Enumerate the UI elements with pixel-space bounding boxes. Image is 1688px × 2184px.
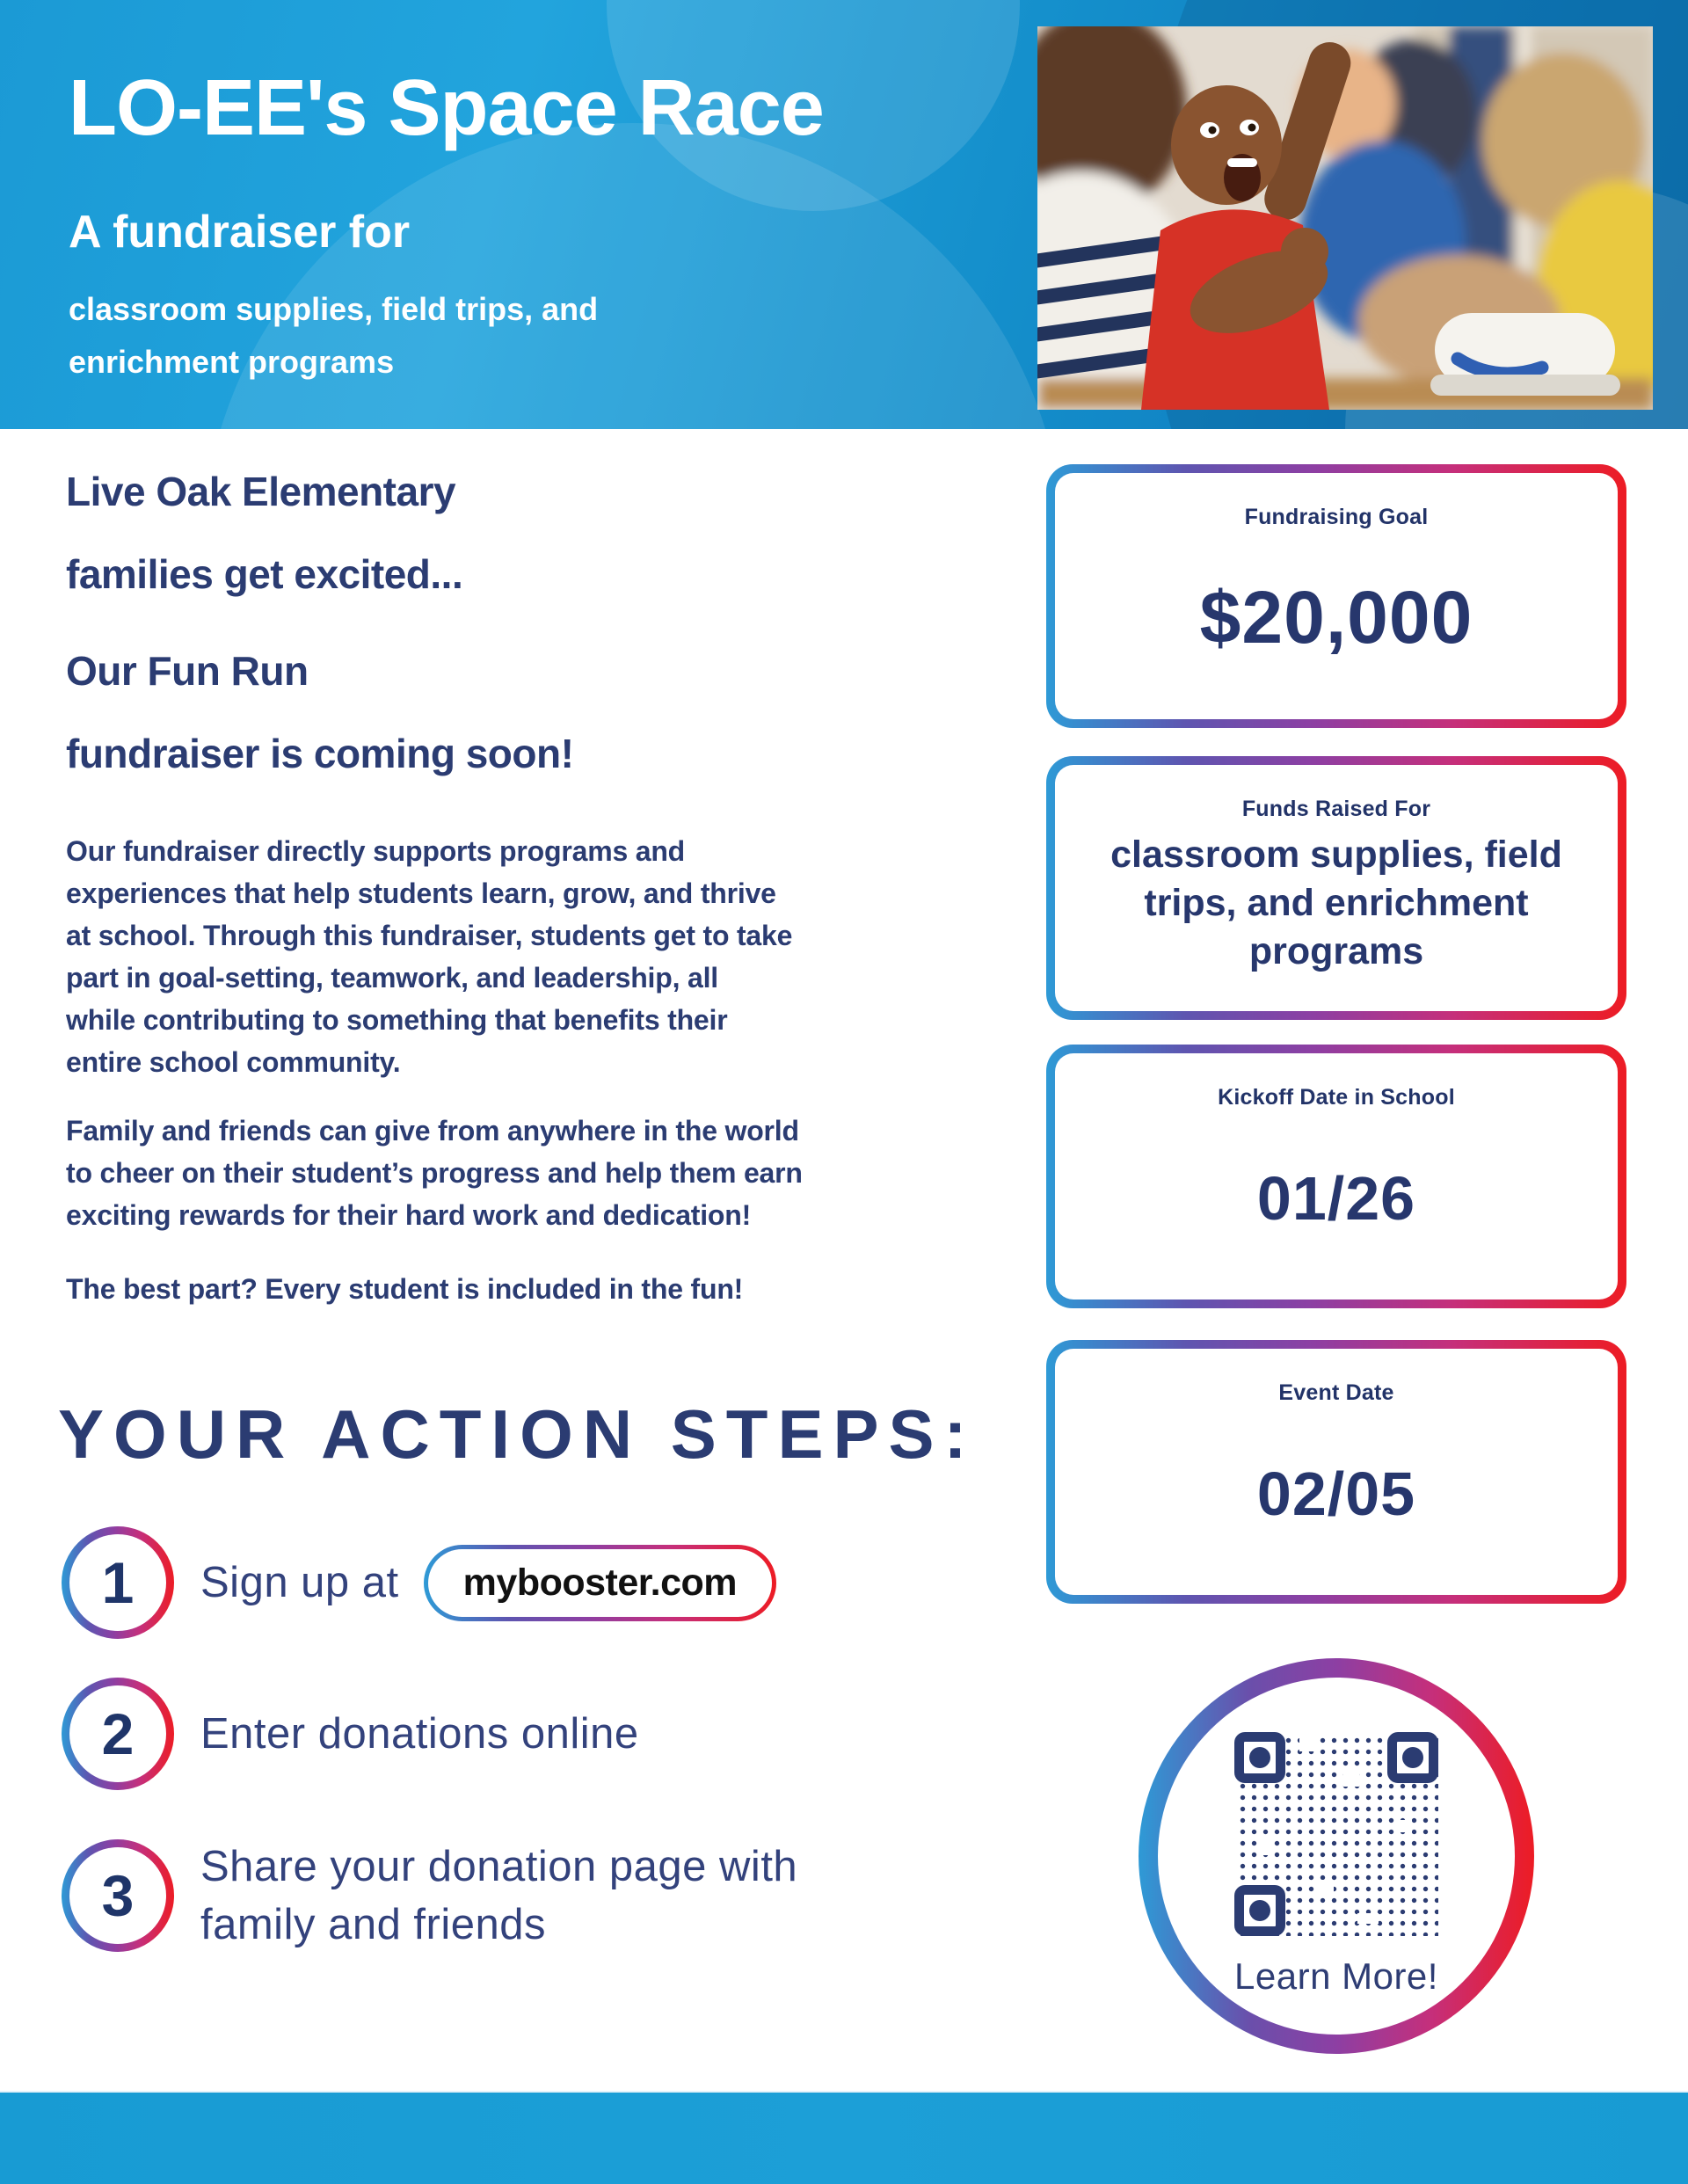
step-label: Share your donation page with family and friends — [200, 1843, 798, 1948]
qr-badge[interactable] — [1139, 1658, 1534, 2054]
qr-finder-square — [1387, 1732, 1438, 1783]
paragraph-line: to cheer on their student’s progress and help them earn — [66, 1157, 803, 1189]
step-content — [200, 1545, 776, 1621]
step-number-badge — [62, 1678, 174, 1790]
qr-quiet-zone — [1357, 1913, 1379, 1924]
qr-label: Learn More! — [1234, 1955, 1438, 1997]
headline-line: families get excited... — [66, 551, 463, 597]
paragraph-line: experiences that help students learn, grow, and thrive — [66, 877, 776, 909]
card-body — [1055, 1053, 1618, 1299]
action-steps-title: YOUR ACTION STEPS: — [58, 1395, 977, 1473]
hero-subtitle: A fundraiser for — [69, 207, 411, 258]
paragraph-family-friends — [66, 1110, 803, 1236]
card-funds-raised-for — [1046, 756, 1626, 1020]
card-fundraising-goal — [1046, 464, 1626, 728]
step-number-badge — [62, 1839, 174, 1952]
qr-quiet-zone — [1259, 1836, 1273, 1855]
step-number: 2 — [69, 1685, 166, 1782]
qr-finder-square — [1234, 1885, 1285, 1936]
fundraising-goal-value: $20,000 — [1199, 576, 1473, 659]
action-step-3 — [62, 1838, 816, 1954]
card-value-line: trips, and enrichment — [1144, 882, 1529, 924]
paragraph-line: part in goal-setting, teamwork, and leadership, all — [66, 962, 718, 994]
card-value-line: programs — [1248, 930, 1424, 972]
card-label: Event Date — [1278, 1380, 1394, 1405]
paragraph-line: while contributing to something that benefits their — [66, 1004, 728, 1036]
page-title: LO-EE's Space Race — [69, 64, 824, 152]
students-photo — [1037, 26, 1653, 410]
step-number-badge — [62, 1526, 174, 1639]
qr-quiet-zone — [1318, 1880, 1334, 1896]
qr-code — [1234, 1732, 1438, 1936]
card-label: Fundraising Goal — [1244, 505, 1429, 529]
hero-subtitle-detail — [69, 283, 598, 389]
paragraph-line: Our fundraiser directly supports programs and — [66, 835, 686, 867]
headline-fun-run — [66, 630, 573, 795]
paragraph-line: Family and friends can give from anywhere in the world — [66, 1115, 799, 1147]
qr-quiet-zone — [1394, 1820, 1412, 1832]
hero-header — [0, 0, 1688, 429]
bottom-accent-bar — [0, 2091, 1688, 2184]
funds-raised-for-value — [1110, 810, 1562, 1011]
card-label: Funds Raised For — [1241, 797, 1431, 821]
qr-quiet-zone — [1299, 1737, 1319, 1751]
kickoff-date-value: 01/26 — [1256, 1163, 1416, 1233]
mybooster-link-badge[interactable] — [424, 1545, 776, 1621]
step-number: 3 — [69, 1847, 166, 1944]
paragraph-line: entire school community. — [66, 1046, 401, 1078]
event-date-value: 02/05 — [1256, 1459, 1416, 1528]
hero-subtitle-detail-line: classroom supplies, field trips, and — [69, 291, 599, 327]
headline-line: Our Fun Run — [66, 648, 309, 694]
paragraph-line: The best part? Every student is included in the fun! — [66, 1273, 744, 1305]
headline-families — [66, 450, 462, 615]
card-event-date — [1046, 1340, 1626, 1604]
step-number: 1 — [69, 1534, 166, 1631]
action-step-1 — [62, 1526, 776, 1639]
students-photo-illustration — [1037, 26, 1653, 410]
qr-quiet-zone — [1343, 1771, 1359, 1787]
paragraph-line: exciting rewards for their hard work and dedication! — [66, 1199, 752, 1231]
card-label: Kickoff Date in School — [1218, 1085, 1455, 1110]
headline-line: Live Oak Elementary — [66, 469, 456, 514]
action-step-2 — [62, 1678, 639, 1790]
step-label: Enter donations online — [200, 1710, 639, 1758]
qr-badge-body — [1158, 1678, 1515, 2035]
card-body — [1055, 473, 1618, 719]
paragraph-fundraiser-supports — [66, 830, 792, 1083]
paragraph-best-part — [66, 1268, 743, 1310]
step-label: Sign up at — [200, 1559, 399, 1606]
hero-subtitle-detail-line: enrichment programs — [69, 344, 395, 380]
card-body — [1055, 765, 1618, 1011]
card-kickoff-date — [1046, 1045, 1626, 1308]
card-value-line: classroom supplies, field — [1110, 834, 1562, 876]
card-body — [1055, 1349, 1618, 1595]
headline-line: fundraiser is coming soon! — [66, 731, 574, 776]
qr-finder-square — [1234, 1732, 1285, 1783]
mybooster-url: mybooster.com — [428, 1549, 772, 1617]
paragraph-line: at school. Through this fundraiser, students get to take — [66, 920, 793, 951]
